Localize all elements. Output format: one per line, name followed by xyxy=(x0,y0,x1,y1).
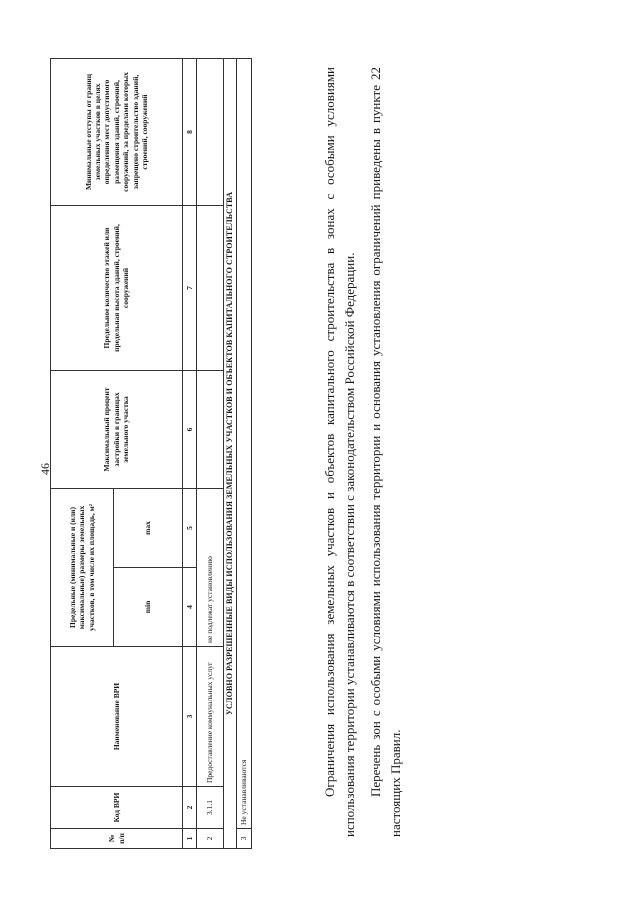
row-num: 2 xyxy=(197,829,224,849)
zoning-parameters-table xyxy=(50,58,252,849)
row-not-established: Не устанавливаются xyxy=(237,58,252,828)
column-number: 7 xyxy=(183,205,197,370)
row-num: 3 xyxy=(237,829,252,849)
table-row xyxy=(237,58,252,848)
column-number: 5 xyxy=(183,488,197,567)
column-number-row xyxy=(183,58,197,848)
section-title: УСЛОВНО РАЗРЕШЕННЫЕ ВИДЫ ИСПОЛЬЗОВАНИЯ ЗЕМЕЛЬНЫХ УЧАСТКОВ И ОБЪЕКТОВ КАПИТАЛЬНОГО СТРОИТЕЛЬСТВА xyxy=(224,58,237,848)
page-number: 46 xyxy=(38,463,52,475)
header-name: Наименование ВРИ xyxy=(51,647,183,787)
header-floors: Предельное количество этажей или предельная высота зданий, строений, сооружений xyxy=(51,205,183,370)
column-number: 2 xyxy=(183,787,197,829)
header-num: № п/п xyxy=(51,829,183,849)
table-row xyxy=(197,58,224,848)
header-build-percent: Максимальный процент застройки в границах земельного участка xyxy=(51,370,183,488)
row-build-percent xyxy=(197,370,224,488)
table-header-row xyxy=(51,58,114,848)
zones-list-paragraph: Перечень зон с особыми условиями использования территории и основания установления ограничений приведены в пункте 22 настоящих Правил. xyxy=(368,67,403,837)
section-heading-row xyxy=(224,58,237,848)
row-setbacks xyxy=(197,58,224,205)
column-number: 3 xyxy=(183,647,197,787)
header-setbacks: Минимальные отступы от границ земельных участков в целях определения мест допустимого размещения зданий, строений, сооружений, за пределами которых запрещено строительство зданий, строений, сооружений xyxy=(51,58,183,205)
column-number: 1 xyxy=(183,829,197,849)
header-sizes: Предельные (минимальные и (или) максимальные) размеры земельных участков, в том числе их площадь, м² xyxy=(51,488,114,646)
column-number: 6 xyxy=(183,370,197,488)
row-floors xyxy=(197,205,224,370)
header-max: max xyxy=(114,488,183,567)
row-code: 3.1.1 xyxy=(197,787,224,829)
row-name: Предоставление коммунальных услуг xyxy=(197,647,224,787)
row-sizes-note: не подлежат установлению xyxy=(197,488,224,646)
header-code: Код ВРИ xyxy=(51,787,183,829)
column-number: 4 xyxy=(183,568,197,647)
restrictions-paragraph: Ограничения использования земельных участков и объектов капитального строительства в зонах с особыми условиями использования территории устанавливаются в соответствии с законодательством Российской Федерации. xyxy=(322,67,357,837)
column-number: 8 xyxy=(183,58,197,205)
header-min: min xyxy=(114,568,183,647)
